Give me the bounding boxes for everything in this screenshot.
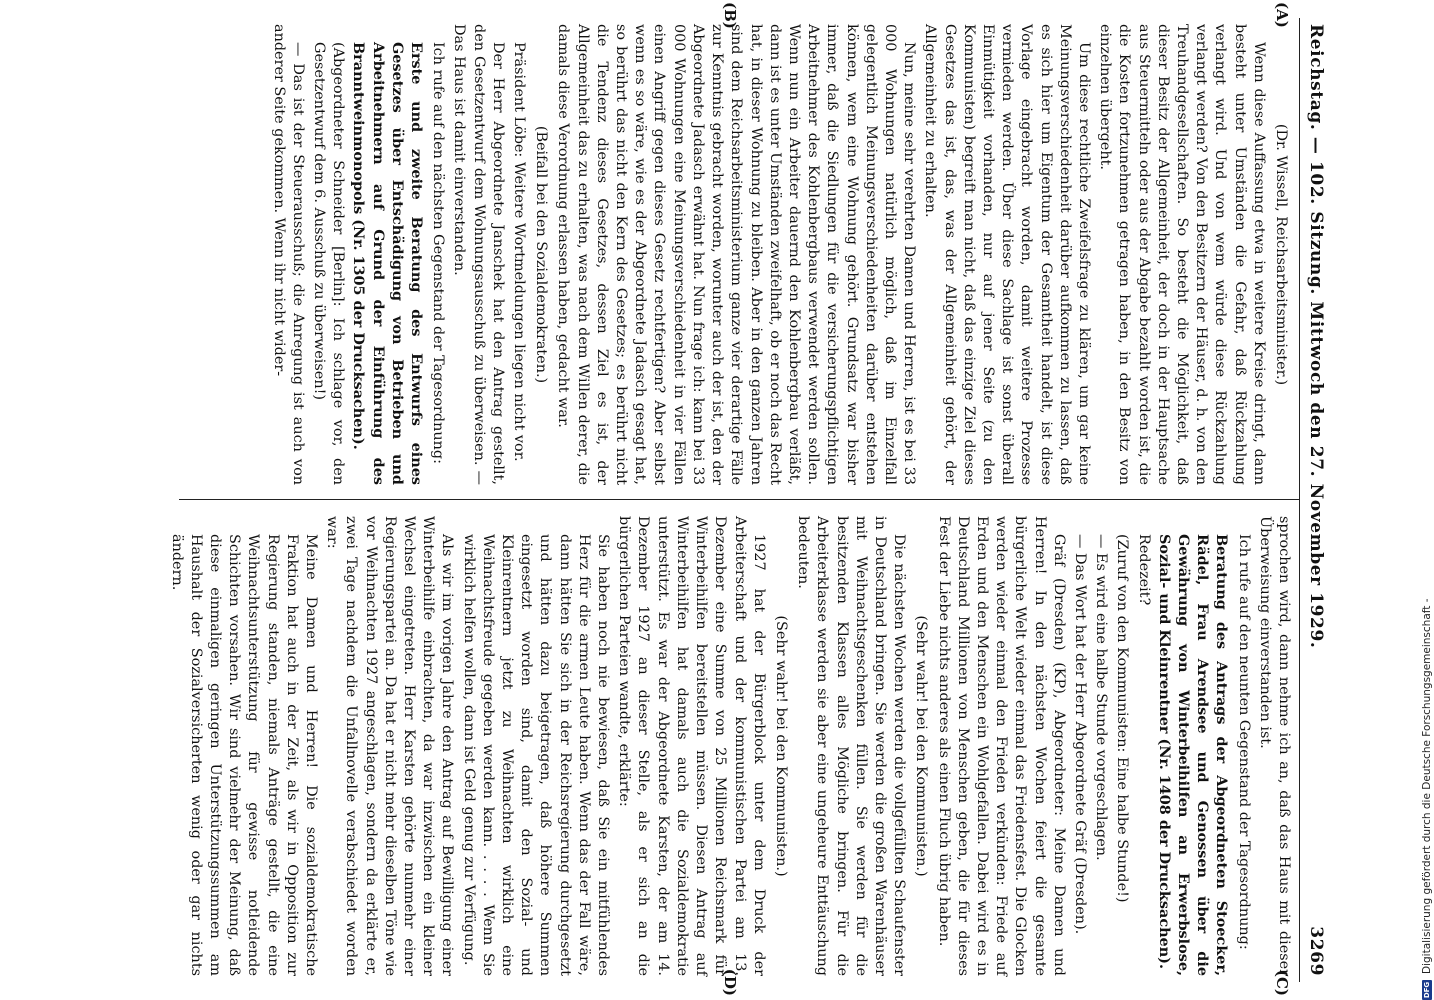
newspaper-page <box>110 0 1340 1000</box>
agenda-item: Erste und zweite Beratung des Entwurfs eines Gesetzes über Entschädigung von Betrieben und Arbeitnehmern auf Grund der Einführung des Branntweinmonopols (Nr. 1305 der Drucksachen). <box>350 42 426 485</box>
quotation: Meine Damen und Herren! Die sozialdemokratische Fraktion hat auch in der Zeit, als wir in Opposition zur Regierung standen, niemals Anträge gestellt, die eine Weihnachtsunterstützung für gewisse notleidende Schichten vorsahen. Wir sind vielmehr der Meinung, daß diese einmaligen geringen Unterstützungssummen am Haushalt der Sozialversicherten wenig oder gar nichts ändern. <box>168 534 320 976</box>
paragraph: — Es wird eine halbe Stunde vorgeschlagen. <box>1093 534 1110 861</box>
speaker-line: (Dr. Wissell, Reichsarbeitsminister.) <box>1273 123 1289 386</box>
paragraph: Redezeit? <box>1135 534 1152 606</box>
digitization-footer <box>1420 0 1434 1000</box>
interjection: (Zuruf von den Kommunisten: Eine halbe Stunde!) <box>1114 534 1131 903</box>
interjection: (Sehr wahr! bei den Kommunisten.) <box>772 615 789 877</box>
paragraph: 1927 hat der Bürgerblock unter dem Druck der Arbeiterschaft und der kommunistischen Partei am 13. Dezember eine Summe von 25 Millionen Reichsmark für Winterbeihilfen bereitstellen müssen. Diesen Antrag auf Winterbeihilfen hat damals auch die Sozialdemokratie unterstützt. Es war der Abgeordnete Karsten, der am 14. Dezember 1927 an dieser Stelle, als er sich an die bürgerlichen Parteien wandte, erklärte: <box>616 516 767 976</box>
dfg-logo-icon: DFG <box>1423 981 1431 999</box>
page-header <box>1299 18 1326 982</box>
margin-marker-c: (C) <box>1273 969 1291 996</box>
quotation: Sie haben noch nie bewiesen, daß Sie ein mitfühlendes Herz für die armen Leute haben. Wenn das der Fall wäre, dann hätten Sie sich in der Reichsregierung durchgesetzt und hätten dazu beigetragen, daß höhere Summen eingesetzt worden sind, damit den Sozial- und Kleinrentnern jetzt zu Weihnachten wirklich eine Weihnachtsfreude gegeben werden kann. . . . . Wenn Sie wirklich helfen wollen, dann ist Geld genug zur Verfügung. <box>460 534 612 976</box>
paragraph: Nun, meine sehr verehrten Damen und Herren, ist es bei 33 000 Wohnungen natürlich möglich, daß im Einzelfall gelegentlich Meinungsverschiedenheiten darüber entstehen können, wem eine Wohnung gehört. Grundsatz war bisher immer, daß die Siedlungen für die versicherungspflichtigen Arbeitnehmer des Kohlenbergbaus verwendet werden sollen. Wenn nun ein Arbeiter dauernd den Kohlenbergbau verläßt, dann ist es unter Umständen zweifelhaft, ob er noch das Recht hat, in dieser Wohnung zu bleiben. Aber in den ganzen Jahren sind dem Reichsarbeitsministerium ganze vier derartige Fälle zur Kenntnis gebracht worden, worunter auch der ist, den der Abgeordnete Jadasch erwähnt hat. Nun frage ich: kann bei 33 000 Wohnungen eine Meinungsverschiedenheit in vier Fällen einen Angriff gegen dieses Gesetz rechtfertigen? Aber selbst wenn es so wäre, wie es der Abgeordnete Jadasch gesagt hat, so berührt das nicht den Kern des Gesetzes; es berührt nicht die Tendenz dieses Gesetzes, dessen Ziel es ist, der Allgemeinheit das zu erhalten, was nach dem Willen derer, die damals diese Verordnung erlassen haben, gedacht war. <box>555 24 918 485</box>
interjection: (Abgeordneter Schneider [Berlin]: Ich schlage vor, den Gesetzentwurf dem 6. Ausschuß zu überweisen!) <box>311 42 347 485</box>
paragraph: Ich rufe auf den neunten Gegenstand der Tagesordnung: <box>1235 534 1252 950</box>
interjection: (Sehr wahr! bei den Kommunisten.) <box>913 615 930 877</box>
agenda-item: Beratung des Antrags der Abgeordneten Stoecker, Rädel, Frau Arendsee und Genossen über die Gewährung von Winterbeihilfen an Erwerbslose, Sozial- und Kleinrentner (Nr. 1408 der Drucksachen). <box>1155 534 1231 976</box>
president-statement: Präsident Löbe: Weitere Wortmeldungen liegen nicht vor. <box>511 42 528 462</box>
paragraph: — Das Wort hat der Herr Abgeordnete Gräf (Dresden). <box>1071 534 1088 935</box>
paragraph: Ich rufe auf den nächsten Gegenstand der Tagesordnung: <box>430 42 447 464</box>
margin-marker-d: (D) <box>721 968 739 996</box>
speech-paragraph: Gräf (Dresden) (KP), Abgeordneter: Meine Damen und Herren! In den nächsten Wochen feiert die gesamte bürgerliche Welt wieder einmal das Friedensfest. Die Glocken werden wieder einmal den Frieden verkünden: Friede auf Erden und den Menschen ein Wohlgefallen. Dabei wird es in Deutschland Millionen von Menschen geben, die für dieses Fest der Liebe nichts anderes als einen Fluch übrig haben. <box>935 516 1067 976</box>
footer-text: Digitalisierung gefördert durch die Deutsche Forschungsgemeinschaft - <box>1421 598 1433 974</box>
paragraph: Um diese rechtliche Zweifelsfrage zu klären, um gar keine Meinungsverschiedenheit darüber aufkommen zu lassen, daß es sich hier um Eigentum der Gesamtheit handelt, ist diese Vorlage eingebracht worden, damit weitere Prozesse vermieden werden. Über diese Sachlage ist sonst überall Einmütigkeit vorhanden, nur auf jener Seite (zu den Kommunisten) begreift man nicht, daß das einzige Ziel dieses Gesetzes das ist, das, was der Allgemeinheit gehört, der Allgemeinheit zu erhalten. <box>922 24 1092 485</box>
margin-marker-b: (B) <box>721 2 739 29</box>
paragraph: Als wir im vorigen Jahre den Antrag auf Bewilligung einer Winterbeihilfe einbrachten, da war inzwischen ein kleiner Wechsel eingetreten. Herr Karsten gehörte nunmehr einer Regierungspartei an. Da hat er nicht mehr dieselben Töne wie vor Weihnachten 1927 angeschlagen, sondern da erklärte er, zwei Tage nachdem die Unfallnovelle verabschiedet worden war: <box>324 516 456 976</box>
text-columns <box>168 2 1299 996</box>
paragraph: Wenn diese Auffassung etwa in weitere Kreise dringt, dann besteht unter Umständen die Gefahr, daß Rückzahlung verlangt wird. Und von wem würde diese Rückzahlung verlangt werden? Von den Besitzern der Häuser, d. h. von den Treuhandgesellschaften. So besteht die Möglichkeit, daß dieser Besitz der Allgemeinheit, der doch in der Hauptsache aus Steuermitteln oder aus der Abgabe bezahlt worden ist, die die Kosten fortzunehmen getragen haben, in den Besitz von einzelnen übergeht. <box>1097 24 1267 485</box>
left-column <box>179 18 1299 500</box>
applause-note: (Beifall bei den Sozialdemokraten.) <box>533 125 550 384</box>
paragraph: sprochen wird, dann nehme ich an, daß das Haus mit dieser Überweisung einverstanden ist. <box>1256 516 1292 976</box>
paragraph: Der Herr Abgeordnete Janschek hat den Antrag gestellt, den Gesetzentwurf dem Wohnungsausschuß zu überweisen. — Das Haus ist damit einverstanden. <box>451 24 506 485</box>
paragraph: — Das ist der Steuerausschuß; die Anregung ist auch von anderer Seite gekommen. Wenn ihr nicht wider- <box>270 24 306 485</box>
margin-marker-a: (A) <box>1273 2 1291 28</box>
page-number: 3269 <box>1306 926 1326 976</box>
paragraph: Die nächsten Wochen werden die vollgefüllten Schaufenster in Deutschland bringen. Sie werden die großen Warenhäuser mit Weihnachtsgeschenken füllen. Sie werden für die besitzenden Klassen alles Mögliche bringen. Für die Arbeiterklasse werden sie aber eine ungeheure Enttäuschung bedeuten. <box>795 516 908 976</box>
right-column <box>168 500 1299 982</box>
header-title: Reichstag. — 102. Sitzung. Mittwoch den 27. November 1929. <box>1306 24 1326 649</box>
